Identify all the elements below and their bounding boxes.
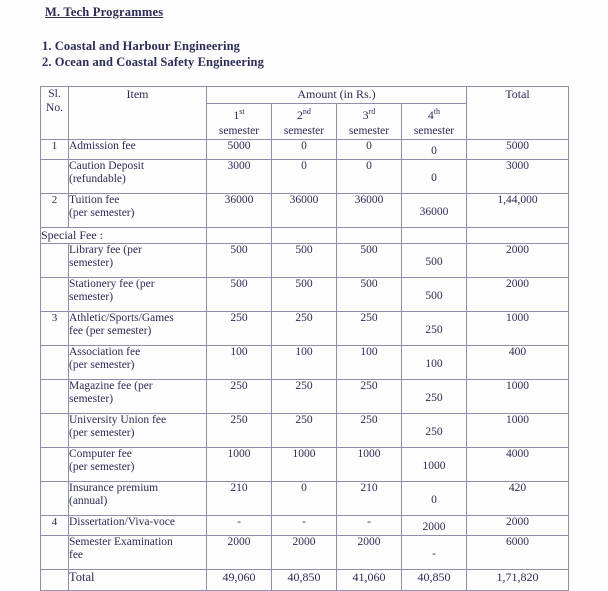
cell-semester-4-amount: 36000 — [402, 193, 467, 227]
cell-item — [69, 311, 207, 345]
cell-sl-no: 1 — [41, 139, 69, 159]
cell-item-line-1: Association fee — [69, 345, 141, 358]
cell-item-line-2: fee — [69, 549, 84, 562]
cell-item-line-2: (per semester) — [69, 359, 135, 372]
cell-semester-4-amount: 2000 — [402, 515, 467, 535]
cell-item — [69, 243, 207, 277]
table-row — [41, 159, 569, 193]
cell-sl-no — [41, 447, 69, 481]
cell-total-semester-2: 40,850 — [272, 569, 337, 590]
table-row — [41, 535, 569, 569]
cell-semester-2-amount: 2000 — [272, 535, 337, 569]
cell-row-total: 5000 — [467, 139, 569, 159]
cell-semester-3-amount: 36000 — [337, 193, 402, 227]
table-row — [41, 193, 569, 227]
cell-sl-no: 3 — [41, 311, 69, 345]
column-header-sl-no — [41, 87, 69, 140]
cell-item-line-1: Tuition fee — [69, 193, 120, 206]
cell-semester-3-amount: 210 — [337, 481, 402, 515]
cell-semester-4-amount: 500 — [402, 277, 467, 311]
special-fee-section-row — [41, 227, 569, 243]
cell-row-total: 1000 — [467, 311, 569, 345]
cell-item-line-1: University Union fee — [69, 413, 167, 426]
cell-semester-2-amount: 0 — [272, 481, 337, 515]
semester-4-suffix: th — [433, 107, 440, 116]
cell-item-line-1: Athletic/Sports/Games — [69, 311, 174, 324]
cell-row-total: 2000 — [467, 277, 569, 311]
cell-item-line-1: Magazine fee (per — [69, 379, 153, 392]
cell-semester-2-amount: 0 — [272, 139, 337, 159]
cell-semester-1-amount: 250 — [207, 311, 272, 345]
cell-item — [69, 515, 207, 535]
page-title: M. Tech Programmes — [45, 5, 164, 19]
special-fee-empty-cell — [207, 227, 272, 243]
cell-total-semester-3: 41,060 — [337, 569, 402, 590]
table-row — [41, 413, 569, 447]
cell-grand-total: 1,71,820 — [467, 569, 569, 590]
cell-row-total: 6000 — [467, 535, 569, 569]
table-row — [41, 277, 569, 311]
table-row — [41, 243, 569, 277]
table-body — [41, 139, 569, 590]
cell-item — [69, 277, 207, 311]
table-row — [41, 481, 569, 515]
semester-3-ordinal: 3 — [362, 109, 369, 122]
semester-4-label: semester — [413, 124, 455, 137]
cell-semester-3-amount: 250 — [337, 311, 402, 345]
cell-sl-no — [41, 159, 69, 193]
cell-semester-1-amount: 250 — [207, 413, 272, 447]
cell-semester-1-amount: 100 — [207, 345, 272, 379]
special-fee-empty-cell — [402, 227, 467, 243]
cell-item — [69, 139, 207, 159]
programme-list — [42, 38, 264, 70]
cell-item-line-2: (annual) — [69, 495, 108, 508]
cell-total-sl-no — [41, 569, 69, 590]
cell-semester-2-amount: 1000 — [272, 447, 337, 481]
cell-semester-4-amount: 0 — [402, 139, 467, 159]
cell-semester-1-amount: 3000 — [207, 159, 272, 193]
cell-semester-1-amount: 1000 — [207, 447, 272, 481]
cell-sl-no — [41, 345, 69, 379]
cell-row-total: 2000 — [467, 515, 569, 535]
cell-semester-3-amount: 500 — [337, 277, 402, 311]
table-row — [41, 379, 569, 413]
cell-sl-no: 4 — [41, 515, 69, 535]
table-row — [41, 311, 569, 345]
cell-row-total: 400 — [467, 345, 569, 379]
cell-item — [69, 159, 207, 193]
special-fee-empty-cell — [272, 227, 337, 243]
cell-semester-4-amount: 500 — [402, 243, 467, 277]
table-row — [41, 447, 569, 481]
cell-semester-2-amount: 250 — [272, 311, 337, 345]
fee-structure-table — [40, 86, 569, 591]
cell-semester-4-amount: - — [402, 535, 467, 569]
column-header-semester-3 — [337, 104, 402, 140]
table-total-row — [41, 569, 569, 590]
cell-semester-3-amount: 0 — [337, 139, 402, 159]
cell-item-line-2: semester) — [69, 393, 114, 406]
fee-table-container — [40, 86, 568, 591]
cell-sl-no: 2 — [41, 193, 69, 227]
cell-item-line-1: Caution Deposit — [69, 159, 145, 172]
cell-semester-1-amount: 500 — [207, 243, 272, 277]
semester-1-label: semester — [218, 124, 260, 137]
cell-item-line-1: Admission fee — [69, 139, 136, 152]
special-fee-empty-cell — [337, 227, 402, 243]
cell-semester-3-amount: 2000 — [337, 535, 402, 569]
special-fee-empty-cell — [467, 227, 569, 243]
cell-item — [69, 193, 207, 227]
cell-item — [69, 345, 207, 379]
cell-semester-4-amount: 0 — [402, 159, 467, 193]
cell-item — [69, 481, 207, 515]
column-header-semester-4 — [402, 104, 467, 140]
cell-semester-1-amount: 36000 — [207, 193, 272, 227]
cell-sl-no — [41, 277, 69, 311]
column-header-total: Total — [467, 87, 569, 140]
semester-3-label: semester — [348, 124, 390, 137]
cell-semester-4-amount: 1000 — [402, 447, 467, 481]
cell-item-line-2: (refundable) — [69, 173, 126, 186]
special-fee-label: Special Fee : — [41, 227, 207, 243]
cell-semester-2-amount: 0 — [272, 159, 337, 193]
cell-semester-1-amount: 500 — [207, 277, 272, 311]
semester-3-suffix: rd — [368, 107, 376, 116]
cell-row-total: 420 — [467, 481, 569, 515]
cell-total-semester-4: 40,850 — [402, 569, 467, 590]
cell-semester-2-amount: 250 — [272, 379, 337, 413]
cell-item-line-1: Computer fee — [69, 447, 132, 460]
cell-item-line-1: Library fee (per — [69, 243, 142, 256]
programme-item-1: 1. Coastal and Harbour Engineering — [42, 39, 240, 53]
cell-row-total: 1000 — [467, 379, 569, 413]
cell-semester-2-amount: 100 — [272, 345, 337, 379]
column-header-item: Item — [69, 87, 207, 140]
cell-item-line-2: (per semester) — [69, 207, 135, 220]
cell-item-line-1: Dissertation/Viva-voce — [69, 515, 175, 528]
header-row-top — [41, 87, 569, 104]
column-header-semester-2 — [272, 104, 337, 140]
cell-item — [69, 447, 207, 481]
programme-item-2: 2. Ocean and Coastal Safety Engineering — [42, 55, 264, 69]
table-row — [41, 139, 569, 159]
cell-semester-2-amount: 500 — [272, 277, 337, 311]
cell-total-semester-1: 49,060 — [207, 569, 272, 590]
cell-sl-no — [41, 243, 69, 277]
cell-item-line-2: (per semester) — [69, 427, 135, 440]
cell-total-label: Total — [69, 569, 207, 590]
cell-item-line-2: semester) — [69, 257, 114, 270]
cell-semester-3-amount: 0 — [337, 159, 402, 193]
cell-item-line-2: semester) — [69, 291, 114, 304]
cell-semester-3-amount: 100 — [337, 345, 402, 379]
table-header — [41, 87, 569, 140]
cell-semester-1-amount: 5000 — [207, 139, 272, 159]
cell-sl-no — [41, 481, 69, 515]
cell-item — [69, 535, 207, 569]
cell-sl-no — [41, 535, 69, 569]
cell-sl-no — [41, 413, 69, 447]
cell-semester-4-amount: 0 — [402, 481, 467, 515]
column-header-semester-1 — [207, 104, 272, 140]
cell-item-line-1: Stationery fee (per — [69, 277, 155, 290]
cell-semester-3-amount: 500 — [337, 243, 402, 277]
cell-semester-2-amount: 500 — [272, 243, 337, 277]
semester-1-suffix: st — [239, 107, 245, 116]
cell-item-line-2: (per semester) — [69, 461, 135, 474]
cell-semester-4-amount: 100 — [402, 345, 467, 379]
table-row — [41, 345, 569, 379]
cell-semester-3-amount: 250 — [337, 379, 402, 413]
cell-sl-no — [41, 379, 69, 413]
cell-item-line-1: Semester Examination — [69, 535, 173, 548]
table-row — [41, 515, 569, 535]
cell-semester-1-amount: - — [207, 515, 272, 535]
cell-semester-4-amount: 250 — [402, 379, 467, 413]
column-header-amount: Amount (in Rs.) — [207, 87, 467, 104]
cell-semester-1-amount: 250 — [207, 379, 272, 413]
semester-2-label: semester — [283, 124, 325, 137]
cell-item — [69, 379, 207, 413]
cell-semester-2-amount: 250 — [272, 413, 337, 447]
cell-semester-3-amount: 1000 — [337, 447, 402, 481]
cell-item-line-2: fee (per semester) — [69, 325, 152, 338]
cell-semester-4-amount: 250 — [402, 413, 467, 447]
cell-semester-1-amount: 2000 — [207, 535, 272, 569]
cell-semester-4-amount: 250 — [402, 311, 467, 345]
semester-1-ordinal: 1 — [233, 109, 240, 122]
cell-row-total: 3000 — [467, 159, 569, 193]
cell-semester-3-amount: - — [337, 515, 402, 535]
column-header-sl-no-text: Sl. No. — [46, 88, 63, 114]
cell-semester-1-amount: 210 — [207, 481, 272, 515]
cell-row-total: 1,44,000 — [467, 193, 569, 227]
cell-item-line-1: Insurance premium — [69, 481, 159, 494]
cell-row-total: 4000 — [467, 447, 569, 481]
cell-semester-2-amount: 36000 — [272, 193, 337, 227]
semester-2-suffix: nd — [302, 107, 311, 116]
cell-row-total: 1000 — [467, 413, 569, 447]
semester-2-ordinal: 2 — [297, 109, 303, 122]
cell-semester-2-amount: - — [272, 515, 337, 535]
semester-4-ordinal: 4 — [428, 109, 434, 122]
cell-row-total: 2000 — [467, 243, 569, 277]
cell-semester-3-amount: 250 — [337, 413, 402, 447]
cell-item — [69, 413, 207, 447]
